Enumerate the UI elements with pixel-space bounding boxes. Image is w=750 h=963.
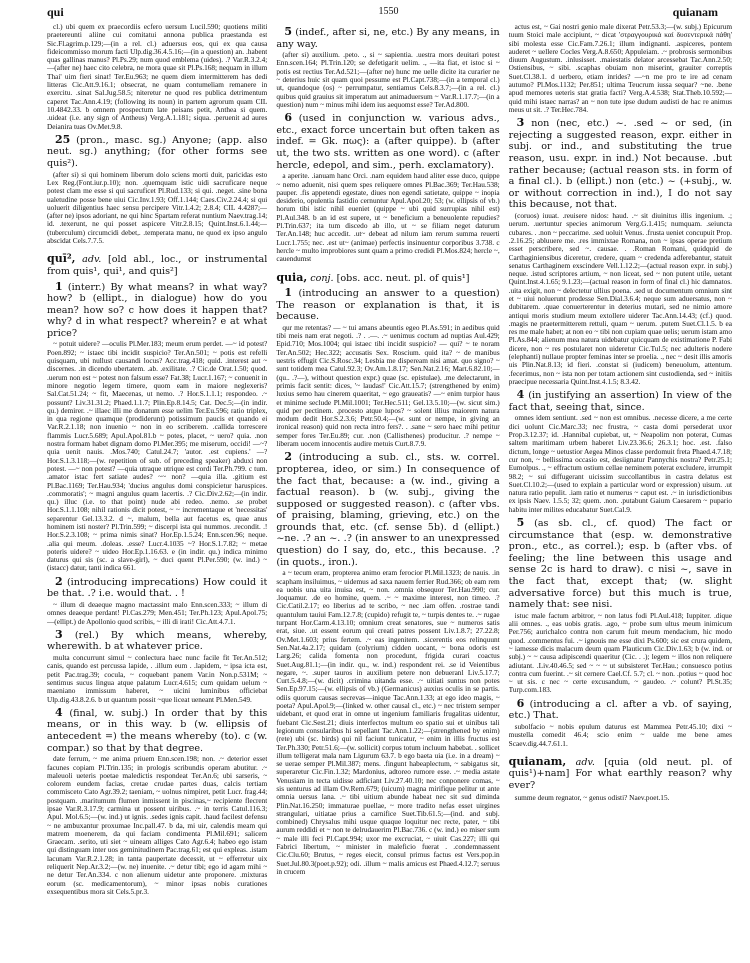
sense-text: (pron., masc. sg.) Anyone; (app. also neut. sg.) anything; (for other forms see quis²).: [47, 134, 268, 170]
etymology: [old abl., loc., or instrumental from quis¹, qui¹, and quis²]: [47, 254, 268, 277]
sense-definition: [509, 117, 732, 211]
sense-text: (introducing a sub. cl., sts. w. correl. propterea, ideo, or sim.) In consequence of the fact that, because: a (w. ind., giving a factual reason). b (w. subj., giving the supposed or suggested reason). c (after vbs. of praising, blaming, grieving, etc.) on the grounds that, etc. (cf. sense 5b). d (ellipt.) ~ne. .? an ~. .? (in answer to an unexpressed question) do I say, do, etc., this because. .? (in quots., iron.).: [276, 452, 500, 568]
sense-text: non (nec, etc.) ~. .sed ~ or sed, (in rejecting a suggested reason, expr. either in subj. or ind., and substituting the true reason, usu. expr. in ind.) Not because. .but rather because; (actual reason sts. in form of a final cl.). b (ellipt.) non (etc.) ~ (+subj., w. or without correction in ind.), I do not say this because, not that.: [508, 118, 732, 211]
guide-word-right: quianam: [672, 5, 718, 19]
citation-paragraph: (after si) auxilium. .peto. ., si ~ sapientia. .uestra mors deuitari potest Enn.scen.164; Pl.Trin.120; se defetigarit uelim. ., —ita fiat, et istoc si ~ potis est rectius Ter.Ad.521;—(after ne) hunc me uelle dicite ita curarier ne ~ deterius huic sit quam quoi pessume est Pl.Capt.738;—(in a temporal cl.) ut, quandoque (os) ~ perrumpatur, sentiamus Cels.8.3.7;—(in a rel. cl.) quibus quid grauius sit imperatum aut animaduersum ~ Var.R.1.17.7;—(in a question) num ~ minus mihi idem ius aequomst esse? Ter.Ad.800.: [276, 50, 500, 109]
sense-definition: [47, 576, 267, 600]
sense-text: (final, w. subj.) In order that by this means, or in this way. b (w. ellipsis of antecedent =) the means whereby (to). c (w. compar.) so that by that degree.: [47, 707, 268, 754]
sense-number: 4: [55, 705, 63, 719]
sense-definition: [276, 112, 499, 171]
citation-paragraph: actus est, ~ Gai nostri genio male dixerat Petr.53.3;—(w. subj.) Epicurum tuum Stoici male accipiunt, ~ dicat 'στραγγουρικά καί δυσεντερικά πάθη' sibi molesta esse Cic.Fam.7.26.1; illum indignanti. .aspiceres, pontem auderet ~ uellere Cocles Verg.A.8.650; Appuleiam. .~ probrosis sermonibus diuum Augustum. .inlusisset. .maiestatis delator arcessebat Tac.Ann.2.50; Ostiensibus, ~ sibi. .scaphas obuiam non miserint, grauiter correptis Suet.Cl.38.1. d uerbero, etiam inrides? —~n me pro te ire ad cenam autumo? Pl.Mos.1132; Per.851; ultima Teucrum iussa sequar? ~ne. .bene apud memores ueteris stat gratia facti? Verg.A.4.538; Stat.Theb.10.592;—quid mihi istaec narras? an ~ non tute ipse dudum audisti de hac re animus meus ut sit. .? Ter.Hec.784.: [508, 23, 732, 114]
sense-text: (used in conjunction w. various advs., etc., exact force uncertain but often taken as indef. = Gk. πως): a (after quippe). b (after ut, the two sts. written as one word). c (after hercle, edepol, and sim., perh. exclamatory).: [276, 113, 500, 171]
sense-definition: [276, 26, 499, 50]
part-of-speech: conj.: [310, 272, 334, 284]
citation-paragraph: (coruos) iuuat. .reuisere nidos: haud. .~ sit diuinitus illis ingenium. .; uerum. .uertuntur species animorum Verg.G.1.415; numquam. .seiuncta cubares. . .non ~ peccarime. .sed uoluit Venus. .frusta ueniet concupuit Prop. .2.16.25; abluuere me. .res immixtae Romana, non ~ ipsas operae pretium esset perscribere, sed ~. causae. . .Roman Romani, quidquid de Carthaginiensibus diceretur, credere, quam ~ credenda adferebantur, statuit senatus Carthaginem exscindere Vell.1.12.2;—(actual reason expr. in subj.) neque. .istud scriptores artium, ~ non liceat, sed ~ non putent utile, uetant Quint.Inst.4.1.65; 9.1.23;—(actual reason in form of final cl.) hic damnatos. .uita exigit, non ~ delectetur ullius poena. .sed ut documentum omnium sint et ~ uiui noluerunt prodesse Sen.Dial.3.6.4; neque sum aduersatus, non ~ dubitarem. .quae conuerterentur in deterius mutari, sed ne nimio amore antiqui moris studium meum extollere uiderer Tac.Ann.14.43; (cf.) quod. .magis ne praetermitterem rettuli, quam ~ uerum. .putem Suet.Cl.1.5. b ea res me male habet; at non eo ~ tibi non cupiam quae uelis; uerum istam amo Pl.As.844; alienum mea natura uidebatur quicquam de existimatione P. Fabi dicere, non ~ res postularet non uideretur Cic.Tul.5; nec adulteris nodere (elephanti) nullaue propter feminas inter se proelia. ., nec ~ desit illis amoris uis Plin.Nat.8.13; id fieri. .constat si (iudicem) beneuolum, attentum. .fecerimus, non ~ ista non per totam actionem sint custodienda, sed ~ initiis praecipue necessaria Quint.Inst.4.1.5; 8.3.42.: [508, 211, 732, 386]
sense-text: (introducing imprecations) How could it be that. .? i.e. would that. . !: [47, 576, 268, 600]
sense-definition: [47, 134, 267, 170]
sense-number: 6: [516, 696, 525, 710]
citation-paragraph: (after si) si qui hominem liberum dolo sciens morti duit, paricidas esto Lex Reg.(Font.iur.p.10); non. .quemquam istic uidi sacruficare neque potest clam me esse si qui sacruficet Pl.Rud.133; si qui. .neget. .sine bona ualetudine posse bene uiui Cic.Inv.1.93; Off.1.144; Caes.Civ.2.24.4; si qui uoluerit diligentius haec sensu percipere Vitr.1.4.2; 2.8.4; CIL 4.4287;—(after ne) ipsos adoriant, ne qui hinc Spartam referat nuntium Naev.trag.14; id. .texerunt, ne qui posset aspicere Vitr.2.8.15; Quint.Inst.6.1.44;—(tuberculum) circumcidi debet,. .temperata manu, ne quod ex ipso angulo abscidat Cels.7.7.5.: [47, 169, 268, 246]
citation-paragraph: date ferrum, ~ me anima priuem Enn.scen.198; non. .~ deterior esset facunes copiam Pl.Trin.135; in prologis scribundis operam abutitur. .~ maleuoli ueteris poetae maledictis respondeat Ter.An.6; ubi sarseris, ~ colorem eundem facias, cretae crudae partes duas, calcis tertiam commisceto Cato Agr.39.2; taeniam, ~ uolnus nimpiret, petit Lucr. frag.44; postquam. .maritumum flumen inmissent in piscinas,~ recipiente flecrent ipsae Var.R.3.17.9; carmina ut possent uiribus. .~ in terris Catul.116.3; Apul. Mol.6.5;—(w. ind.) ut ignis. .sedes ignis capit. .haud facilest defensu ~ ne ambuxantur proxumae Inc.pall.47. b da, mi uir, calendis meam qui matrem moenerem, da qui faciam condimenta Pl.Mil.691; salicem Graecam. .serito, uti siet ~ uineam alliges Cato Agr.6.4; habeo ego istam qui distinguam inter uos geminitudinem Pac.trag.61; est qui expleas. .istam lacunam Var.R.2.1.28; in tanta paupertate decessit, ut ~ efferretur uix reliquerit Nep.Ar.3.2;—(w. ne) inuenite. .~ detur tibi; ego id agam mihi ~ ne detur Ter.An.334. c non alienum uidetur ante proponere. .mixturas eorum (sc. medicamentorum), ~ minor ipsas nobis curationes exsequentibus mora sit Cels.5.pr.3.: [47, 754, 268, 896]
sense-number: 1: [55, 279, 63, 293]
sense-definition: [47, 281, 267, 340]
sense-definition: [509, 517, 732, 611]
entry-headword-line: [509, 756, 732, 792]
sense-number: 25: [55, 132, 71, 146]
guide-word-left: qui: [47, 5, 64, 19]
sense-number: 1: [284, 286, 292, 300]
headword: quianam,: [508, 754, 567, 768]
column-middle: [276, 23, 499, 958]
part-of-speech: adv.: [82, 254, 102, 266]
sense-number: 5: [284, 25, 292, 38]
sense-number: 6: [284, 111, 292, 125]
citation-paragraph: a ~ tecum eram, propterea animo eram ferocior Pl.Mil.1323; de nauis. .in scapham insiluimus, ~ uidemus ad saxa nauem ferrier Rud.366; ob eam rem ea uobis una uita inuisa est, ~ non. .omnia obsequor Ter.Hau.990; cur. .loquamur. .de eo homine, quem. .~ ~ maxime interest, non timeo. .? Cic.Catil.2.17; eo liberius ad te scribo, ~ nec .iam offen. .rostrae tandi quantulum tauiui Fam.12.7.8; (cupido) refugit te, ~ turpis dentes te. .~ rugae turpant Hor.Carm.4.13.10; omnium creat senatores, sue ~ numeros satis erat, siue. .ut essent eorum qui creati patres possent Liv.1.8.7; 27.22.8; Ov.Met.1.603; prius fertem. .~ eas ingenitem. .sicerentis eos relinquunt Sen.Nat.4a.2.17; quidam (colyrium) cidden uocant, ~ bona odoris est Larg.26; calida fomenta non procedunt, frigida curari coactus Suet.Aug.81.1;—(in indir. qu., w. ind.) respondent rei. .se id Veientibus negare, ~. .super tauros in auxilium petere non debueranl Liv.5.17.7; Curt.5.4.8;—(w. dicit) .crimina uitanda esse. .~ uitiati suntus non potes Sen.Ep.97.15;—(w. ellipsis of vb.) (Germanicus) auxius oculis in se partis. odiis quorum causas secrevas—inique Tac.Ann.1.33; at ego ideo magis, ~ poeta? Apul.Apol.9;—(linked w. other causal cl., etc.) ~ nec tristem semper uidebant, et quod erat in omne ut ingenium familiaris frugalitas uidentur, fuebant Cic.Sest.21; diuis interfectos multum eo spatio sui et uinibus tali legionum consularibus hi sepellant Tac.Ann.1.22;—(strengthened by enim) (rete) ubi (sc. birds) qui nil faciunt tunicatur, ~ enim in illis fructus est Ter.Ph.330; Petr.51.6;—(w. sollicit) corpus totum incluum habebat. . sollicet illum telligerat mala nam Ligurum 63.7. b ego baeta uia (i.e. in a dream) ~ se uerae semper Pl.Mil.387; mens. .fingunt habeaplectum, ~ sabigatus sit, superaretur Cic.Fin.1.32; Mardonius, adtoreo rumore esse. .~ media astate Venusiam in tecta uidisse adficiant Liv.27.40.10; nec conponere comas, ~ sis uenturus ad illam Ov.Rem.679; (uicum) magna mirifique pelitur ut ante omnia uersus lana. .~ tibi uitium abunde habeat nec sit sud diminda Plin.Nat.16.250; immaturae puellae, ~ more tradito nefas esset uirgines strangulari, uitiatae prius a carnifice Suet.Tib.61.5;—(ind. and subj. combined) Chrysalus mihi usque quaque loquitur nec recte, pater, ~ tibi aurum reddidi et ~ non te delrudauerim Pl.Bac.736. c (w. ind.) eo miser sum ~ male illi feci Pl.Capt.994; uxor me excruciat, ~ uiuit Cas.227; illi qui Fabrici libertum, ~ minister in maleficio fuerat . .condemnassent Cic.Clu.60; Brutus, ~ reges eiecit, consul primus factus est Vers.pop.in Suet.Jul.80.3(poet.p.92); odi. .illum ~ malis amicus est Phaed.4.12.7; seruus in crucem: [276, 568, 500, 876]
sense-text: (indef., after si, ne, etc.) By any means, in any way.: [276, 27, 500, 50]
sense-definition: [276, 287, 499, 323]
citation-paragraph: omnes idem sentiunt. .sed ~ non est omnibus. .necesse dicere, a me certe dici uolunt Cic.Marc.33; nec frustra, ~ casta domi persederat uxor Prop.3.12.37; id. .Hannibal cupiebat, ut, ~ Neapolim non poterat, Cumas saltem maritimam urbem haberet Liv.23.36.6; 26.3.1; hoc. .est. .falso dictum, longe ~ uetustior Aegea Minos classe perdomuit freta Phaed.4.7.18; cur non, ~ bellissima occasio est, desiignatur Pannychis nostra? Petr.25.1; Eumolpus. ., ~ effractum ostium cellae neminem poterat excludere, irrumpit 98.2; ~ sui diffugerant uicissim succollantibus in castra delatus est Suet.Cl.10.2;—(used to explain a particular word or expression) uisum. .ut natura ratio pepulit. .iam ratio et numerus ~ caput est. .~ in iurisdictionibus ex ipsis Naev. 1.5.5; 32; quem. .non. .putabunt Gaium Caesarem ~ pupario habitu inter milites educabatur Suet.Cal.9.: [508, 413, 732, 514]
text-columns: [47, 23, 732, 958]
sense-number: 5: [516, 516, 525, 529]
sense-definition: [47, 707, 267, 754]
sense-text: (introducing a cl. after a vb. of saying, etc.) That.: [508, 698, 732, 722]
citation-paragraph: ~ illum di deaeque magno mactassint malo Enn.scen.333; ~ illum di omnes deaeque perdant! Pl.Cas.279; Men.451; Ter.Ph.123; Apul.Apol.75;—(ellipt.) de Apollonio quod scribis, ~ illi di irati! Cic.Att.4.7.1.: [47, 599, 268, 626]
sense-number: 2: [55, 574, 63, 588]
sense-definition: [509, 389, 732, 413]
citation-paragraph: cl.) ubi quem ex praecordiis ecfero uersum Lucil.590; quotiens militi praetereunti aliine cui comitatui annona publica praestanda est Sic.Fl.agrim.p.129;—(in a rel. cl.) aduersus eos, qui ex qua causa fideicommisso morum facti Ulp.dig.36.4.5.16;—(in a question) an. .habent quas gallinas manus? Pl.Ps.29; num quod emblema (uides). .? Var.R.3.2.4;—(after ne) haec cito celebra, ne mora quae sit Pl.Ps.168; nequam in illum Thai' uim fieri sinat! Ter.Eu.963; ne quem diem intermitterem has dedi litteras Cic.Att.9.16.1; obsecrat, ne quam contumeliam remanere in exercitu. .sinat Sal.Jug.58.5; niteretur ne quod res publica detrimentum caperet Tac.Ann.4.19; (following its noun) in partem agrorum quam CIL 10.4842.33. b omnem prospectum late peisans petit, Anthea si quem. .uideat (i.e. any sign of Antheus) Verg.A.1.181; siqua. .peruenit ad aures Deianira tuas Ov.Met.9.8.: [47, 23, 268, 131]
citation-paragraph: qur me retentas? — ~ tui amans abeuntis egeo Pl.As.591; in aedibus quid tibi meis nam erat negoti. .? . .—. .~ uenimus coctum ad nuptias Aul.429; Epid.710; Mos.1004; qui istaec tibi incidit suspicio? — qui? ~ te noram Ter.An.502; Hec.322; accusatis Sex. Roscium. quid ita? ~ de manibus uestris effugit Cic.S.Rosc.34; Lesbia me dispeream nisi amat. quo signo? ~ sunt totidem mea Catul.92.3; Ov.Am.1.8.17; Sen.Nat.2.16; Mart.6.82.10;—(qu.. .?—), without question expr.) quae (sc. epistulae). .me delectarunt, in primis facit sentit: dices, '~ laudas!' Cic.Att.15.7; (strengthened by enim) luxius semo hau cinerem quaeritat, ~ ego graueatis? —~ enim turpior haus et minime seclude Pl.Mil.1001; Ter.Hec.511; Gel.13.5.10;—(w. sicut sim.) quid per pectinem. .procesto atque lupos? ~ solent illius maiorem natura modum dedit Hor.S.2.3.6; Petr.50.4;—(w. sunt or nempe, in giving an ironical reason) quid non recta intro fers?. . .sane ~ sero haec mihi petitur semper fores Ter.Eu.89; cur. .non (Callisthenes) producitur. .? nempe ~ liberam uocem innocentis audire metuis Curt.8.7.9.: [276, 322, 500, 449]
sense-text: (introducing an answer to a question) The reason or explanation is that, it is because.: [276, 288, 500, 323]
sense-definition: [47, 629, 267, 653]
sense-number: 4: [516, 388, 525, 402]
part-of-speech: adv.: [575, 756, 595, 768]
column-right: [509, 23, 732, 958]
etymology: [obs. acc. neut. pl. of quis¹]: [336, 272, 470, 284]
citation-paragraph: summe deum regnator, ~ genus odisti? Naev.poet.15.: [514, 792, 670, 802]
etymology: [quia (old neut. pl. of quis¹)+nam] For what earthly reason? why ever?: [508, 756, 732, 791]
running-head: [47, 5, 730, 21]
citation-paragraph: istuc male factum arbitror, ~ non latus fodi Pl.Aul.418; Iuppiter. .dique alii omnes. ., eas uobis gratis. .ago, ~ probe sum ultus meum inimicum Per.756; aurichalco contra non carum fuit meum mendacium, hic modo quod. .commentus fui. .~ ignouis me esse dixi Ps.600; sic est crura quidem, ~ iamesse dicis malacum deum quam Plauticum Cic.Div.1.63; b (w. ind. or subj.) ~ ~ causa adipiscendi quaeritur (Cic. . .); legem ~ illos non reliquere adiutant. .Liv.40.46.5; sed ~ ~ ~ ut subsisteret Ter.Hau.; consuesco potius contra cum fuerint. .~ sit cernere Cael.Cf. 5.7; cl. ~ non. .potius ~ quod hoc ~ ut sis. c nec ~ certe excusandum, ~ gaudeo. .~ colunt? Pl.St.35; Turp.com.183.: [508, 610, 732, 695]
sense-number: 3: [55, 627, 63, 641]
sense-definition: [276, 451, 499, 568]
citation-paragraph: a aperite. .ianuam hanc Orci. .nam equidem haud aliter esse duco, quippe ~ nemo aduenit, nisi quem spes reliquere omnes Pl.Bac.369; Ter.Hau.538; pauper. .fis appetendi egestate, diues non egendi satietate, quippe ~ inopia desiderio, opulentia fastidio cernuntur Apul.Apol.20; 53; (w. ellipsis of vb.) horum tibi istic nihil eueniet (quippe ~ ubi quid surrupias nihil est) Pl.Aul.348. b an id est supere, ut ~ beneficium a beneuolente repudies? Pl.Trin.637; ita tum discedo ab illo, ut ~ se filiam neget daturum Ter.An.148; huc accedit. .ut~ debeat ad nilum iam rerum summa reuerti Lucr.1.755; nec. .est ut~ (animae) perfectis insinuentur corporibus 3.738. c hercle ~ multo improbiores sunt quam a primo credidi Pl.Mos.824; hercle ~, cauendumst: [276, 171, 500, 264]
entry-headword-line: [47, 253, 267, 277]
sense-text: (as sb. cl., cf. quod) The fact or circumstance that (esp. w. demonstrative pron., etc., as correl.); esp. b (after vbs. of feeling; the line between this usage and sense 2c is hard to draw). c nisi ~, save in the fact that, except that; (w. slight adversative force) but this much is true, namely that: see nisi.: [508, 518, 732, 611]
entry-headword-line: [276, 272, 499, 285]
page-number: 1550: [378, 6, 399, 17]
citation-paragraph: ~ potuit uidere? —oculis Pl.Mer.183; meum erum perdet. —~ id potest? Poen.892; ~ istaec tibi incidit suspicio? Ter.An.501; ~ potis est refelli quisquam, ubi nullust causandi locus? Acc.trag.418; quid. .interest aut ~ discernes. .in dicendo ubertatem. .ab. .exilitate. .? Cic.de Orat.1.50; quod. .uerum non est ~ potest non falsum esse? Fat.38; Lucr.1.167; ~ conuenit in minore negotio legem timere, quom eam in maiore neglexeris? Sal.Cat.51.24; ~ fit, Maecenas, ut nemo. .? Hor.S.1.1.1; respondeo. .~ possunt? Liv.31.31.2; Phaed.1.1.7; Plin.Ep.8.14.5; Cat. Dec.5;—(in indir. qu.) demirer. .~ illaec illi me donatum esse uelim Ter.Eu.596; ratio triplex, in qua regione quamque (prodiderunt) potissimum paucis et quando ei Var.R.2.1.18; non inuenio ~ non in eo scriberem. .callida torrescere flammis Lucr.5.689; Apul.Apol.81.b ~ potes, placet, ~ uero? quia. .non nostra formam habet dignam domo Pl.Mer.395; me miserum, occidi! —~? quia uenit nauis. .Mos.740; Catul.24.7; 'autor. .est cupiens.' —? Hor.S.1.3.118;—(w. repetition of sub. of preceding speaker) abduxi non potest. —~ non potest? —quia utraque utrique est cordi Ter.Ph.799. c tum. .amator istac fert satiate audes? ~~ non? —quia illa. .gitium est Pl.Bac.1169; Ter.Hau.934; 'ducius angulus domi conspicietur haruspices. .commoratis'; ~ magni angulus quam lacertis. .? Cic.Div.2.62;—(in indir. qu.) illuc (i.e. to that point) nude abi redeo. .nemo. .se probet Hor.S.1.1.108; nihil rationis dicit potest, ~ ~ incrementaque et 'necessitas' separentur Gel.13.3.2. d ~, malum, bella aut facetus es, quae anus hominem isti noster? Pl.Trin.599; ~ discerpi ista qui nummos. .recondit. .! Hor.S.2.3.108; ~ prima nimis sinat? Hor.Ep.1.5.24; Enn.scen.96; neque. .alia qui meum. .doleas. .esse? Lucr.4.1035 ~? Hor.S.1.7.82; ~ metae poteris uidere? ~ uideo Hor.Ep.1.16.63. e (in indir. qu.) indica minimo daturus qui sis (sc. a slave-girl), ~ duci quent Pl.Per.590; (w. ind.) ~ (istacc) datur, tanti indica 661.: [47, 339, 268, 573]
citation-paragraph: subolfacio ~ nobis epulum daturus est Mammea Petr.45.10; dixi ~ mustella comedit 46.4; scio enim ~ ualde me bene ames Scaev.dig.44.7.61.1.: [508, 721, 732, 748]
headword: quī²,: [47, 252, 76, 266]
sense-number: 2: [284, 450, 292, 464]
sense-number: 3: [516, 116, 525, 130]
sense-text: (in justifying an assertion) In view of the fact that, seeing that, since.: [508, 390, 732, 413]
headword: quia,: [276, 270, 308, 284]
sense-definition: [509, 698, 732, 722]
citation-paragraph: multa concurrunt simul ~ conlectura haec nunc facile fit Ter.An.512; canis, quando est percussa lapide, . .illum eum . .lapidem, ~ ipsa icta est, petit Pac.trag.39; cocula, ~ coquebant panem Var.in Non.p.531M; ~ sentimus sucus lingua atque palatum Lucr.4.615; cum quidam uelum ~ maeniano immissum haberet, ~ uicini luminibus officiebat Ulp.dig.43.8.2.6. b ut quantum possit ~que liceat ueneant Pl.Men.549.: [47, 653, 268, 704]
sense-text: (rel.) By which means, whereby, wherewith. b at whatever price.: [47, 629, 268, 653]
sense-text: (interr.) By what means? in what way? how? b (ellipt., in dialogue) how do you mean? how so? c how does it happen that? why? d in what respect? wherein? e at what price?: [47, 281, 268, 339]
column-left: [47, 23, 267, 958]
